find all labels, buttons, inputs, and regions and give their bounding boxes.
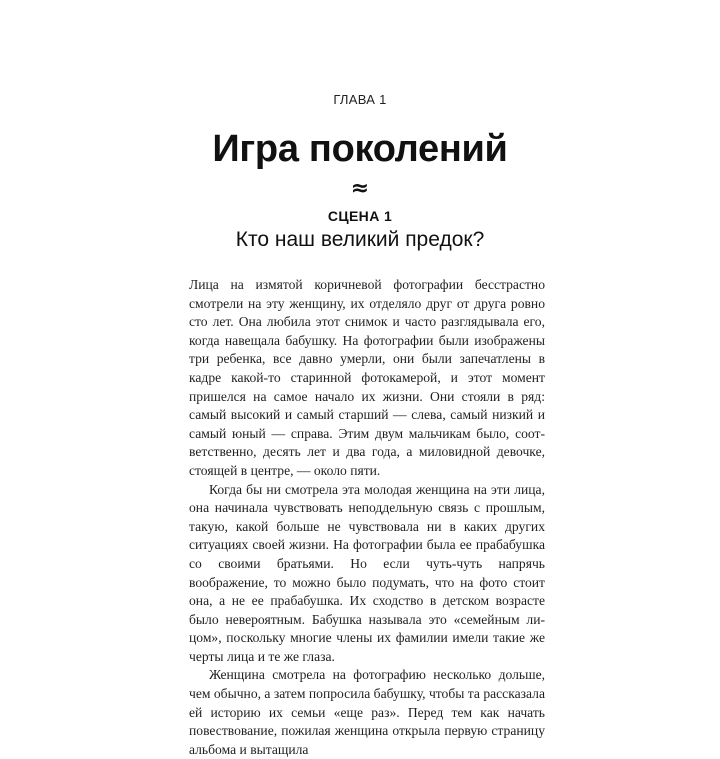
chapter-label: ГЛАВА 1 [333,92,387,107]
chapter-title: Игра поколений [212,128,508,170]
body-text [189,276,545,759]
scene-title: Кто наш великий предок? [235,228,485,251]
paragraph: Лица на измятой коричневой фотографии бесстрастно смотрели на эту женщину, их отделяло друг от друга ровно сто лет. Она любила этот снимок и часто разглядывала его, когда навещала бабушку. На фотографии были изображены три ребенка, все давно умерли, они были запечатлены в кадре какой-то старинной фотокамерой, и этот момент пришелся на самое начало их жизни. Они стояли в ряд: самый высокий и самый старший — слева, самый низкий и самый юный — справа. Этим двум мальчикам было, соответственно, десять лет и два года, а миловидной девочке, стоящей в центре, — около пяти. [189,277,545,478]
paragraph: Женщина смотрела на фотографию несколько дольше, чем обычно, а затем попросила бабушку, чтобы та рассказала ей историю их семьи «еще раз». Перед тем как начать повествование, пожилая женщина открыла первую страницу альбома и вытащила [189,667,545,757]
tilde-ornament-icon: ≈ [350,176,370,201]
paragraph: Когда бы ни смотрела эта молодая женщина на эти лица, она начинала чувствовать неподдельную связь с прошлым, такую, какой больше не чувствовала ни в каких других ситуациях своей жизни. На фотографии была ее прабабушка со своими братьями. Но если чуть-чуть напрячь воображение, то можно было подумать, что на фото стоит она, а не ее прабабушка. Их сходство в детском возрасте было невероятным. Бабушка называла это «семейным лицом», поскольку многие члены их фамилии имели такие же черты лица и те же глаза. [189,481,545,664]
scene-label: СЦЕНА 1 [327,208,393,224]
